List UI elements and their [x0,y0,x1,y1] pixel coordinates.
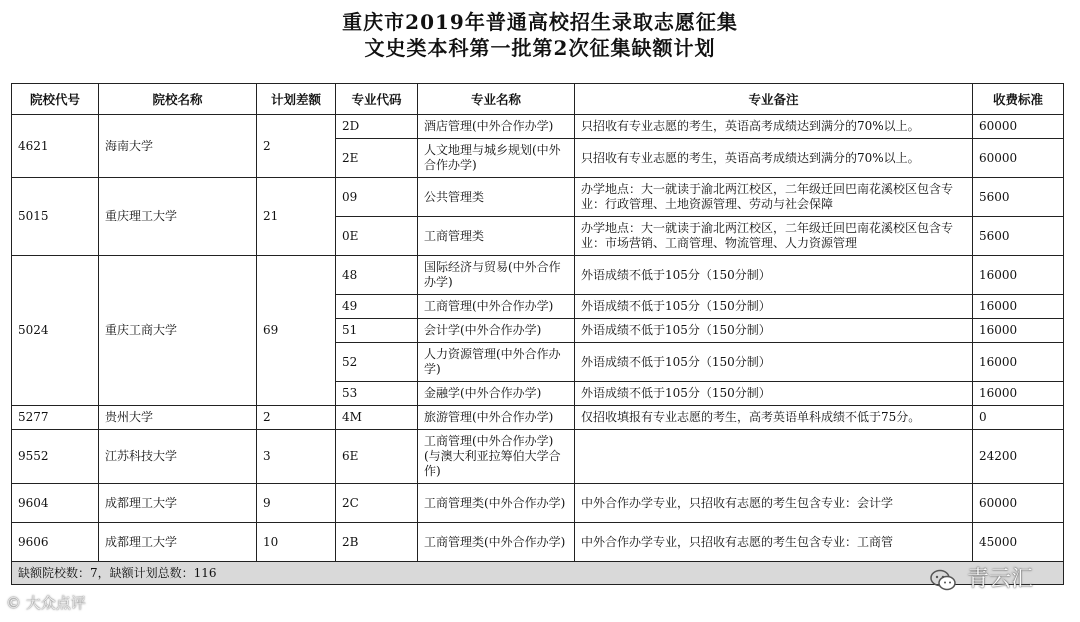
major-name: 国际经济与贸易(中外合作办学) [418,256,575,295]
major-name: 金融学(中外合作办学) [418,382,575,406]
major-code: 48 [336,256,418,295]
major-code: 0E [336,217,418,256]
table-row [12,523,1064,562]
fee: 60000 [973,115,1064,139]
plan-gap: 2 [257,115,336,178]
page-title: 重庆市2019年普通高校招生录取志愿征集 [342,10,738,34]
watermark-right-text: 青云汇 [967,567,1034,592]
fee: 16000 [973,256,1064,295]
page-subtitle: 文史类本科第一批第2次征集缺额计划 [364,36,716,60]
quota-table [11,83,1064,585]
school-name: 重庆理工大学 [99,178,257,256]
fee: 5600 [973,217,1064,256]
major-note: 办学地点：大一就读于渝北两江校区，二年级迁回巴南花溪校区包含专业：市场营销、工商管理、物流管理、人力资源管理 [575,217,973,256]
major-note: 只招收有专业志愿的考生，英语高考成绩达到满分的70%以上。 [575,139,973,178]
plan-gap: 21 [257,178,336,256]
school-name: 重庆工商大学 [99,256,257,406]
table-row [12,484,1064,523]
major-code: 6E [336,430,418,484]
table-row [12,256,1064,295]
major-name: 会计学(中外合作办学) [418,319,575,343]
plan-gap: 3 [257,430,336,484]
major-note [575,430,973,484]
major-name: 酒店管理(中外合作办学) [418,115,575,139]
fee: 16000 [973,295,1064,319]
fee: 16000 [973,343,1064,382]
watermark-left: © 大众点评 [6,594,86,612]
major-note: 只招收有专业志愿的考生，英语高考成绩达到满分的70%以上。 [575,115,973,139]
plan-gap: 10 [257,523,336,562]
table-footer-row [12,562,1064,585]
school-name: 海南大学 [99,115,257,178]
table-header-row [12,84,1064,115]
header-school-code: 院校代号 [12,84,99,115]
major-code: 2E [336,139,418,178]
header-fee: 收费标准 [973,84,1064,115]
watermark-right [930,562,1033,593]
major-name: 工商管理(中外合作办学) [418,295,575,319]
school-code: 4621 [12,115,99,178]
table-row [12,430,1064,484]
major-code: 53 [336,382,418,406]
major-name: 人文地理与城乡规划(中外合作办学) [418,139,575,178]
major-name: 人力资源管理(中外合作办学) [418,343,575,382]
header-gap: 计划差额 [257,84,336,115]
school-name: 贵州大学 [99,406,257,430]
major-note: 外语成绩不低于105分（150分制） [575,295,973,319]
major-code: 49 [336,295,418,319]
major-name: 工商管理类(中外合作办学) [418,484,575,523]
major-note: 外语成绩不低于105分（150分制） [575,382,973,406]
school-code: 9604 [12,484,99,523]
footer-summary: 缺额院校数：7，缺额计划总数：116 [12,562,1064,585]
school-code: 5024 [12,256,99,406]
major-name: 工商管理类(中外合作办学) [418,523,575,562]
plan-gap: 69 [257,256,336,406]
fee: 60000 [973,139,1064,178]
fee: 24200 [973,430,1064,484]
school-code: 9552 [12,430,99,484]
major-name: 旅游管理(中外合作办学) [418,406,575,430]
major-note: 外语成绩不低于105分（150分制） [575,319,973,343]
major-code: 52 [336,343,418,382]
table-row [12,178,1064,217]
header-major-code: 专业代码 [336,84,418,115]
school-code: 5015 [12,178,99,256]
major-note: 外语成绩不低于105分（150分制） [575,256,973,295]
school-name: 江苏科技大学 [99,430,257,484]
plan-gap: 2 [257,406,336,430]
major-code: 2B [336,523,418,562]
major-note: 办学地点：大一就读于渝北两江校区，二年级迁回巴南花溪校区包含专业：行政管理、土地资源管理、劳动与社会保障 [575,178,973,217]
header-school-name: 院校名称 [99,84,257,115]
major-code: 4M [336,406,418,430]
header-major-name: 专业名称 [418,84,575,115]
major-code: 2D [336,115,418,139]
major-code: 09 [336,178,418,217]
school-name: 成都理工大学 [99,523,257,562]
major-code: 2C [336,484,418,523]
school-code: 9606 [12,523,99,562]
fee: 60000 [973,484,1064,523]
major-name: 工商管理(中外合作办学)(与澳大利亚拉筹伯大学合作) [418,430,575,484]
header-major-note: 专业备注 [575,84,973,115]
fee: 5600 [973,178,1064,217]
major-name: 工商管理类 [418,217,575,256]
fee: 16000 [973,382,1064,406]
major-code: 51 [336,319,418,343]
major-note: 仅招收填报有专业志愿的考生，高考英语单科成绩不低于75分。 [575,406,973,430]
fee: 16000 [973,319,1064,343]
plan-gap: 9 [257,484,336,523]
major-note: 中外合作办学专业，只招收有志愿的考生包含专业：会计学 [575,484,973,523]
table-row [12,115,1064,139]
major-name: 公共管理类 [418,178,575,217]
major-note: 中外合作办学专业，只招收有志愿的考生包含专业：工商管 [575,523,973,562]
table-row [12,406,1064,430]
wechat-icon [930,569,956,591]
school-name: 成都理工大学 [99,484,257,523]
major-note: 外语成绩不低于105分（150分制） [575,343,973,382]
fee: 45000 [973,523,1064,562]
school-code: 5277 [12,406,99,430]
fee: 0 [973,406,1064,430]
